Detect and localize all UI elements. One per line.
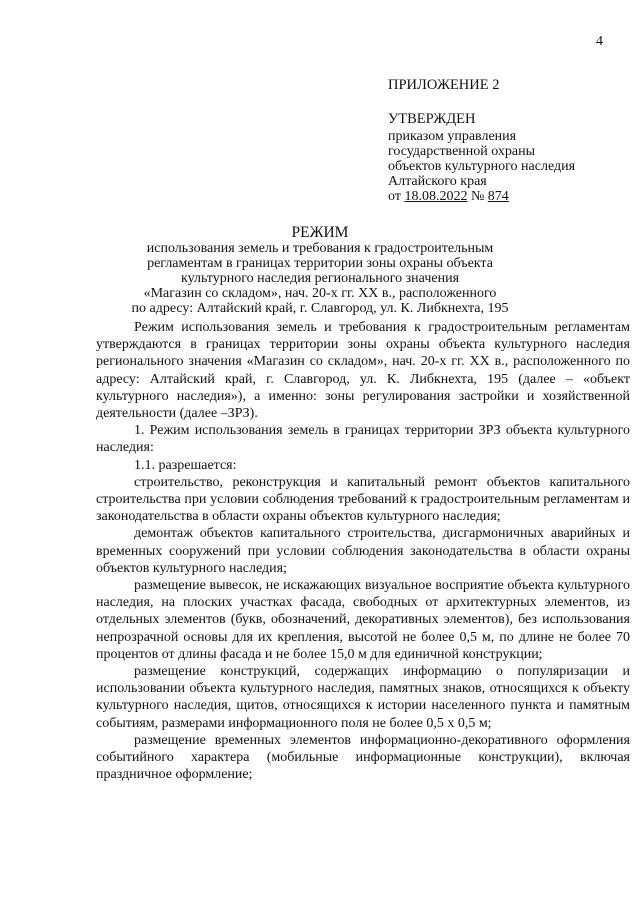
document-title: РЕЖИМ xyxy=(291,224,349,241)
order-line: приказом управления xyxy=(388,129,517,144)
order-line: объектов культурного наследия xyxy=(388,159,576,174)
list-item: размещение вывесок, не искажающих визуальное восприятие объекта культурного наследия, на плоских участках фасада, свободных от архитектурных элементов, из отдельных элементов (букв, обозначений, декоративных элементов), без использования непрозрачной основы для их крепления, высотой не более 0,5 м, по длине не более 70 процентов от длины фасада и не более 15,0 м для единичной конструкции; xyxy=(96,578,630,662)
list-item: демонтаж объектов капитального строительства, дисгармоничных аварийных и временных сооружений при условии соблюдения законодательства в области охраны объектов культурного наследия; xyxy=(96,526,630,576)
list-item: размещение конструкций, содержащих информацию о популяризации и использовании объекта культурного наследия, памятных знаков, относящихся к объекту культурного наследия, щитов, относящихся к истории населенного пункта и памятным событиям, размерами информационного поля не более 0,5 х 0,5 м; xyxy=(96,664,630,731)
order-line: государственной охраны xyxy=(388,144,536,159)
subtitle-line: использования земель и требования к градостроительным xyxy=(146,241,494,256)
subtitle-line: «Магазин со складом», нач. 20-х гг. XX в., расположенного xyxy=(143,286,497,301)
order-date-line xyxy=(388,189,628,204)
date-prefix: от xyxy=(388,189,405,204)
document-body xyxy=(96,319,630,783)
list-item: строительство, реконструкция и капитальный ремонт объектов капитального строительства при условии соблюдения требований к градостроительным регламентам и законодательства в области охраны объектов культурного наследия; xyxy=(96,474,630,525)
order-number: 874 xyxy=(487,189,509,204)
section-heading: 1. Режим использования земель в границах территории ЗРЗ объекта культурного наследия: xyxy=(96,423,630,456)
page-number: 4 xyxy=(596,34,603,49)
document-title-block xyxy=(96,225,544,316)
subsection-heading: 1.1. разрешается: xyxy=(134,457,237,473)
list-item: размещение временных элементов информационно-декоративного оформления событийного характера (мобильные информационные конструкции), включая праздничное оформление; xyxy=(96,732,630,783)
appendix-label: ПРИЛОЖЕНИЕ 2 xyxy=(388,77,500,93)
number-sign: № xyxy=(467,189,488,204)
approval-block xyxy=(388,78,628,204)
subtitle-line: по адресу: Алтайский край, г. Славгород, ул. К. Либкнехта, 195 xyxy=(131,301,509,316)
approved-label: УТВЕРЖДЕН xyxy=(388,111,476,127)
order-date: 18.08.2022 xyxy=(404,189,468,204)
body-paragraph: Режим использования земель и требования к градостроительным регламентам утверждаются в границах территории зоны охраны объекта культурного наследия регионального значения «Магазин со складом», нач. 20-х гг. XX в., расположенного по адресу: Алтайский край, г. Славгород, ул. К. Либкнехта, 195 (далее – «объект культурного наследия»), а именно: зоны регулирования застройки и хозяйственной деятельности (далее –ЗРЗ). xyxy=(96,320,630,422)
order-line: Алтайского края xyxy=(388,174,487,189)
subtitle-line: регламентам в границах территории зоны охраны объекта xyxy=(147,256,493,271)
subtitle-line: культурного наследия регионального значения xyxy=(180,271,460,286)
